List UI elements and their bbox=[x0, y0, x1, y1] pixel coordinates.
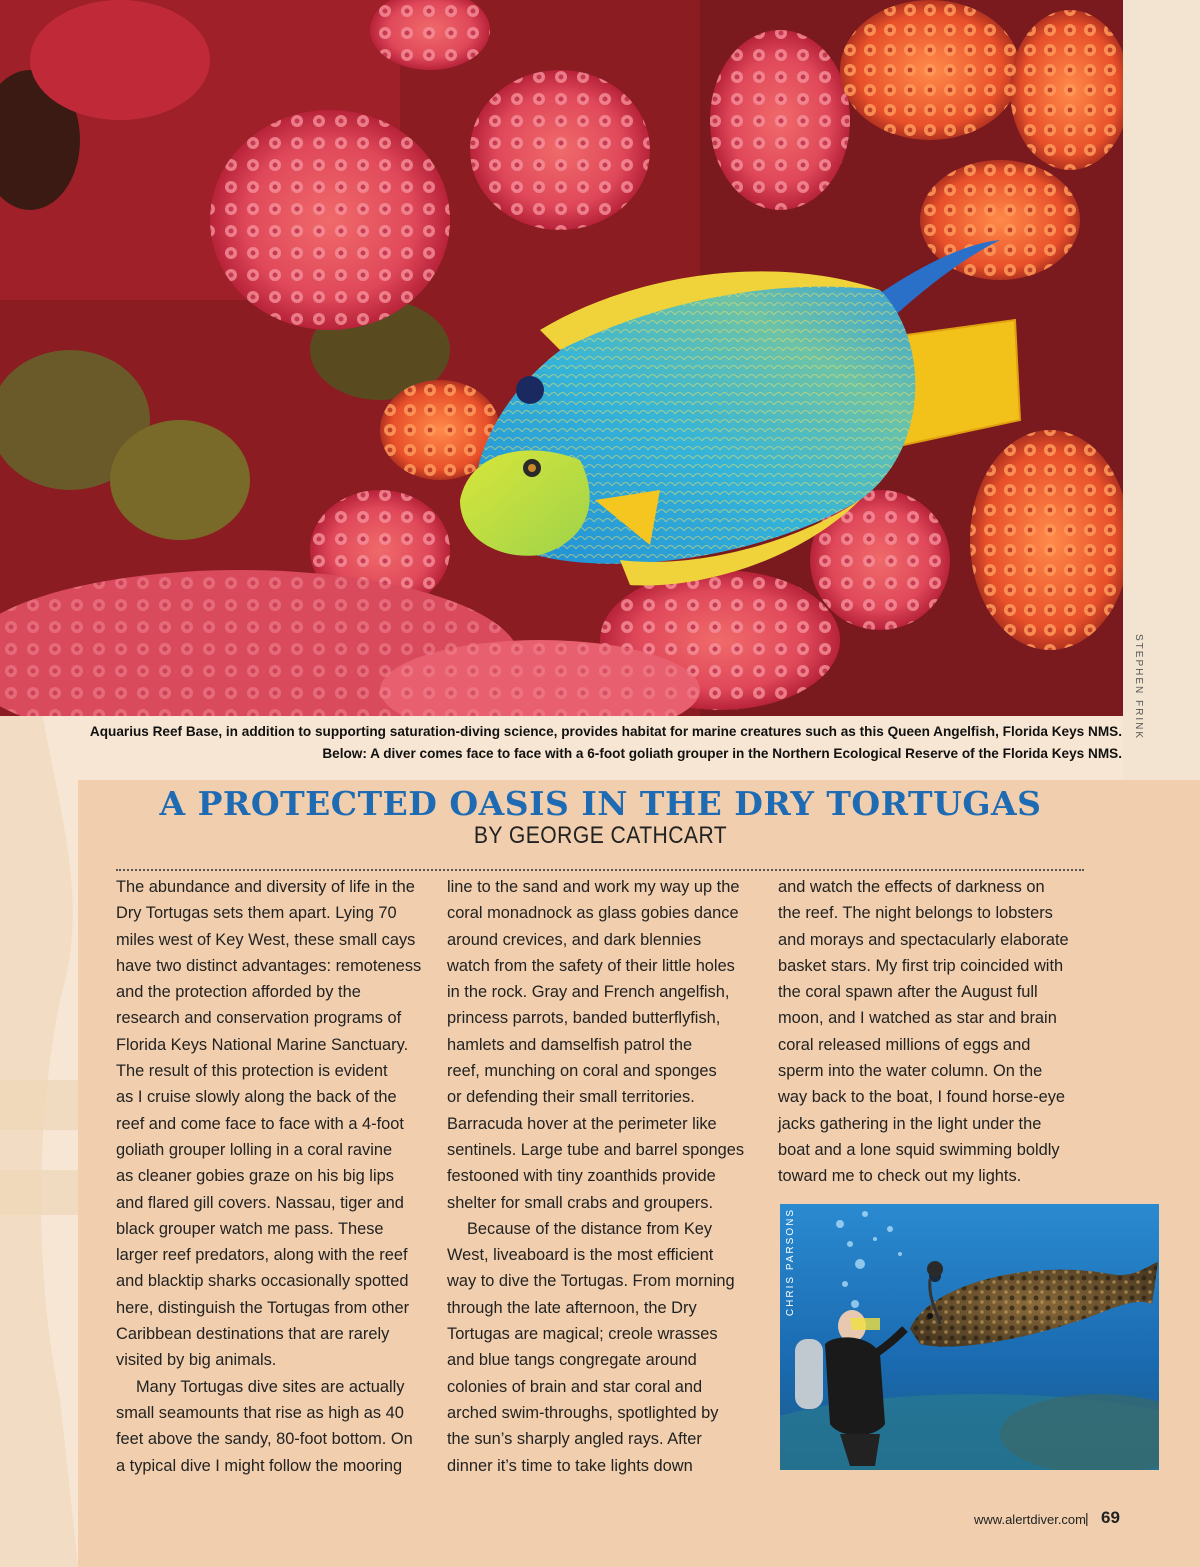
text-line: the reef. The night belongs to lobsters bbox=[778, 904, 1053, 923]
article-column-1 bbox=[116, 874, 431, 1479]
text-line: and blacktip sharks occasionally spotted bbox=[116, 1272, 409, 1291]
diver-goliath-grouper-photo bbox=[780, 1204, 1159, 1470]
text-line: goliath grouper lolling in a coral ravine bbox=[116, 1140, 393, 1159]
text-line: sperm into the water column. On the bbox=[778, 1062, 1043, 1081]
text-line: visited by big animals. bbox=[116, 1351, 277, 1370]
text-line: Barracuda hover at the perimeter like bbox=[447, 1114, 717, 1133]
text-line: around crevices, and dark blennies bbox=[447, 930, 702, 949]
text-line: boat and a lone squid swimming boldly bbox=[778, 1140, 1060, 1159]
text-line: and flared gill covers. Nassau, tiger and bbox=[116, 1193, 404, 1212]
text-line: Because of the distance from Key bbox=[467, 1219, 713, 1238]
text-line: shelter for small crabs and groupers. bbox=[447, 1193, 714, 1212]
text-line: small seamounts that rise as high as 40 bbox=[116, 1403, 404, 1422]
text-line: sentinels. Large tube and barrel sponges bbox=[447, 1140, 745, 1159]
caption-line-1: Aquarius Reef Base, in addition to supporting saturation-diving science, provides habitat for marine creatures such as this Queen Angelfish, Florida Keys NMS. bbox=[89, 724, 1122, 739]
text-line: Dry Tortugas sets them apart. Lying 70 bbox=[116, 904, 397, 923]
footer-separator: | bbox=[1085, 1510, 1089, 1526]
text-line: jacks gathering in the light under the bbox=[778, 1114, 1042, 1133]
text-line: reef, munching on coral and sponges bbox=[447, 1062, 717, 1081]
hero-photo-queen-angelfish bbox=[0, 0, 1123, 716]
text-line: the coral spawn after the August full bbox=[778, 983, 1038, 1002]
text-line: have two distinct advantages: remoteness bbox=[116, 956, 422, 975]
text-line: as cleaner gobies graze on his big lips bbox=[116, 1167, 394, 1186]
text-line: coral released millions of eggs and bbox=[778, 1035, 1031, 1054]
text-line: watch from the safety of their little holes bbox=[447, 956, 735, 975]
text-line: and morays and spectacularly elaborate bbox=[778, 930, 1069, 949]
footer-website-url[interactable]: www.alertdiver.com bbox=[974, 1512, 1086, 1527]
caption-line-2: Below: A diver comes face to face with a 6-foot goliath grouper in the Northern Ecological Reserve of the Florida Keys NMS. bbox=[322, 746, 1122, 761]
text-line: The abundance and diversity of life in the bbox=[116, 878, 415, 896]
page-number: 69 bbox=[1101, 1508, 1120, 1527]
text-line: line to the sand and work my way up the bbox=[447, 878, 740, 896]
text-line: through the late afternoon, the Dry bbox=[447, 1298, 697, 1317]
text-line: arched swim-throughs, spotlighted by bbox=[447, 1403, 719, 1422]
text-line: or defending their small territories. bbox=[447, 1088, 695, 1107]
text-line: as I cruise slowly along the back of the bbox=[116, 1088, 397, 1107]
text-line: here, distinguish the Tortugas from other bbox=[116, 1298, 410, 1317]
text-line: feet above the sandy, 80-foot bottom. On bbox=[116, 1430, 413, 1449]
text-line: the sun’s sharply angled rays. After bbox=[447, 1430, 702, 1449]
text-line: Florida Keys National Marine Sanctuary. bbox=[116, 1035, 409, 1054]
text-line: Tortugas are magical; creole wrasses bbox=[447, 1325, 718, 1344]
article-column-3 bbox=[778, 874, 1093, 1190]
text-line: West, liveaboard is the most efficient bbox=[447, 1246, 714, 1265]
text-line: festooned with tiny zoanthids provide bbox=[447, 1167, 716, 1186]
text-line: princess parrots, banded butterflyfish, bbox=[447, 1009, 721, 1028]
text-line: and blue tangs congregate around bbox=[447, 1351, 697, 1370]
text-line: colonies of brain and star coral and bbox=[447, 1377, 703, 1396]
diver-grouper-photo bbox=[780, 1204, 1159, 1470]
article-column-2 bbox=[447, 874, 762, 1479]
text-line: a typical dive I might follow the mooring bbox=[116, 1456, 403, 1475]
text-line: research and conservation programs of bbox=[116, 1009, 402, 1028]
text-line: The result of this protection is evident bbox=[116, 1062, 388, 1081]
text-line: and watch the effects of darkness on bbox=[778, 878, 1045, 896]
text-line: in the rock. Gray and French angelfish, bbox=[447, 983, 730, 1002]
text-line: and the protection afforded by the bbox=[116, 983, 361, 1002]
dotted-divider bbox=[116, 869, 1084, 871]
queen-angelfish-coral-photo bbox=[0, 0, 1123, 716]
text-line: Caribbean destinations that are rarely bbox=[116, 1325, 390, 1344]
text-line: way to dive the Tortugas. From morning bbox=[447, 1272, 735, 1291]
photo-caption bbox=[62, 721, 1122, 765]
text-line: moon, and I watched as star and brain bbox=[778, 1009, 1057, 1028]
text-line: toward me to check out my lights. bbox=[778, 1167, 1022, 1186]
text-line: basket stars. My first trip coincided with bbox=[778, 956, 1064, 975]
article-title: A PROTECTED OASIS IN THE DRY TORTUGAS bbox=[159, 784, 1042, 823]
text-line: coral monadnock as glass gobies dance bbox=[447, 904, 739, 923]
text-line: black grouper watch me pass. These bbox=[116, 1219, 384, 1238]
text-line: hamlets and damselfish patrol the bbox=[447, 1035, 693, 1054]
text-line: Many Tortugas dive sites are actually bbox=[136, 1377, 405, 1396]
text-line: dinner it’s time to take lights down bbox=[447, 1456, 693, 1475]
text-line: way back to the boat, I found horse-eye bbox=[778, 1088, 1066, 1107]
text-line: reef and come face to face with a 4-foot bbox=[116, 1114, 404, 1133]
hero-photo-credit: STEPHEN FRINK bbox=[1133, 634, 1144, 741]
text-line: larger reef predators, along with the reef bbox=[116, 1246, 408, 1265]
diver-photo-credit: CHRIS PARSONS bbox=[785, 1208, 796, 1317]
article-byline: BY GEORGE CATHCART bbox=[473, 822, 728, 849]
text-line: miles west of Key West, these small cays bbox=[116, 930, 416, 949]
